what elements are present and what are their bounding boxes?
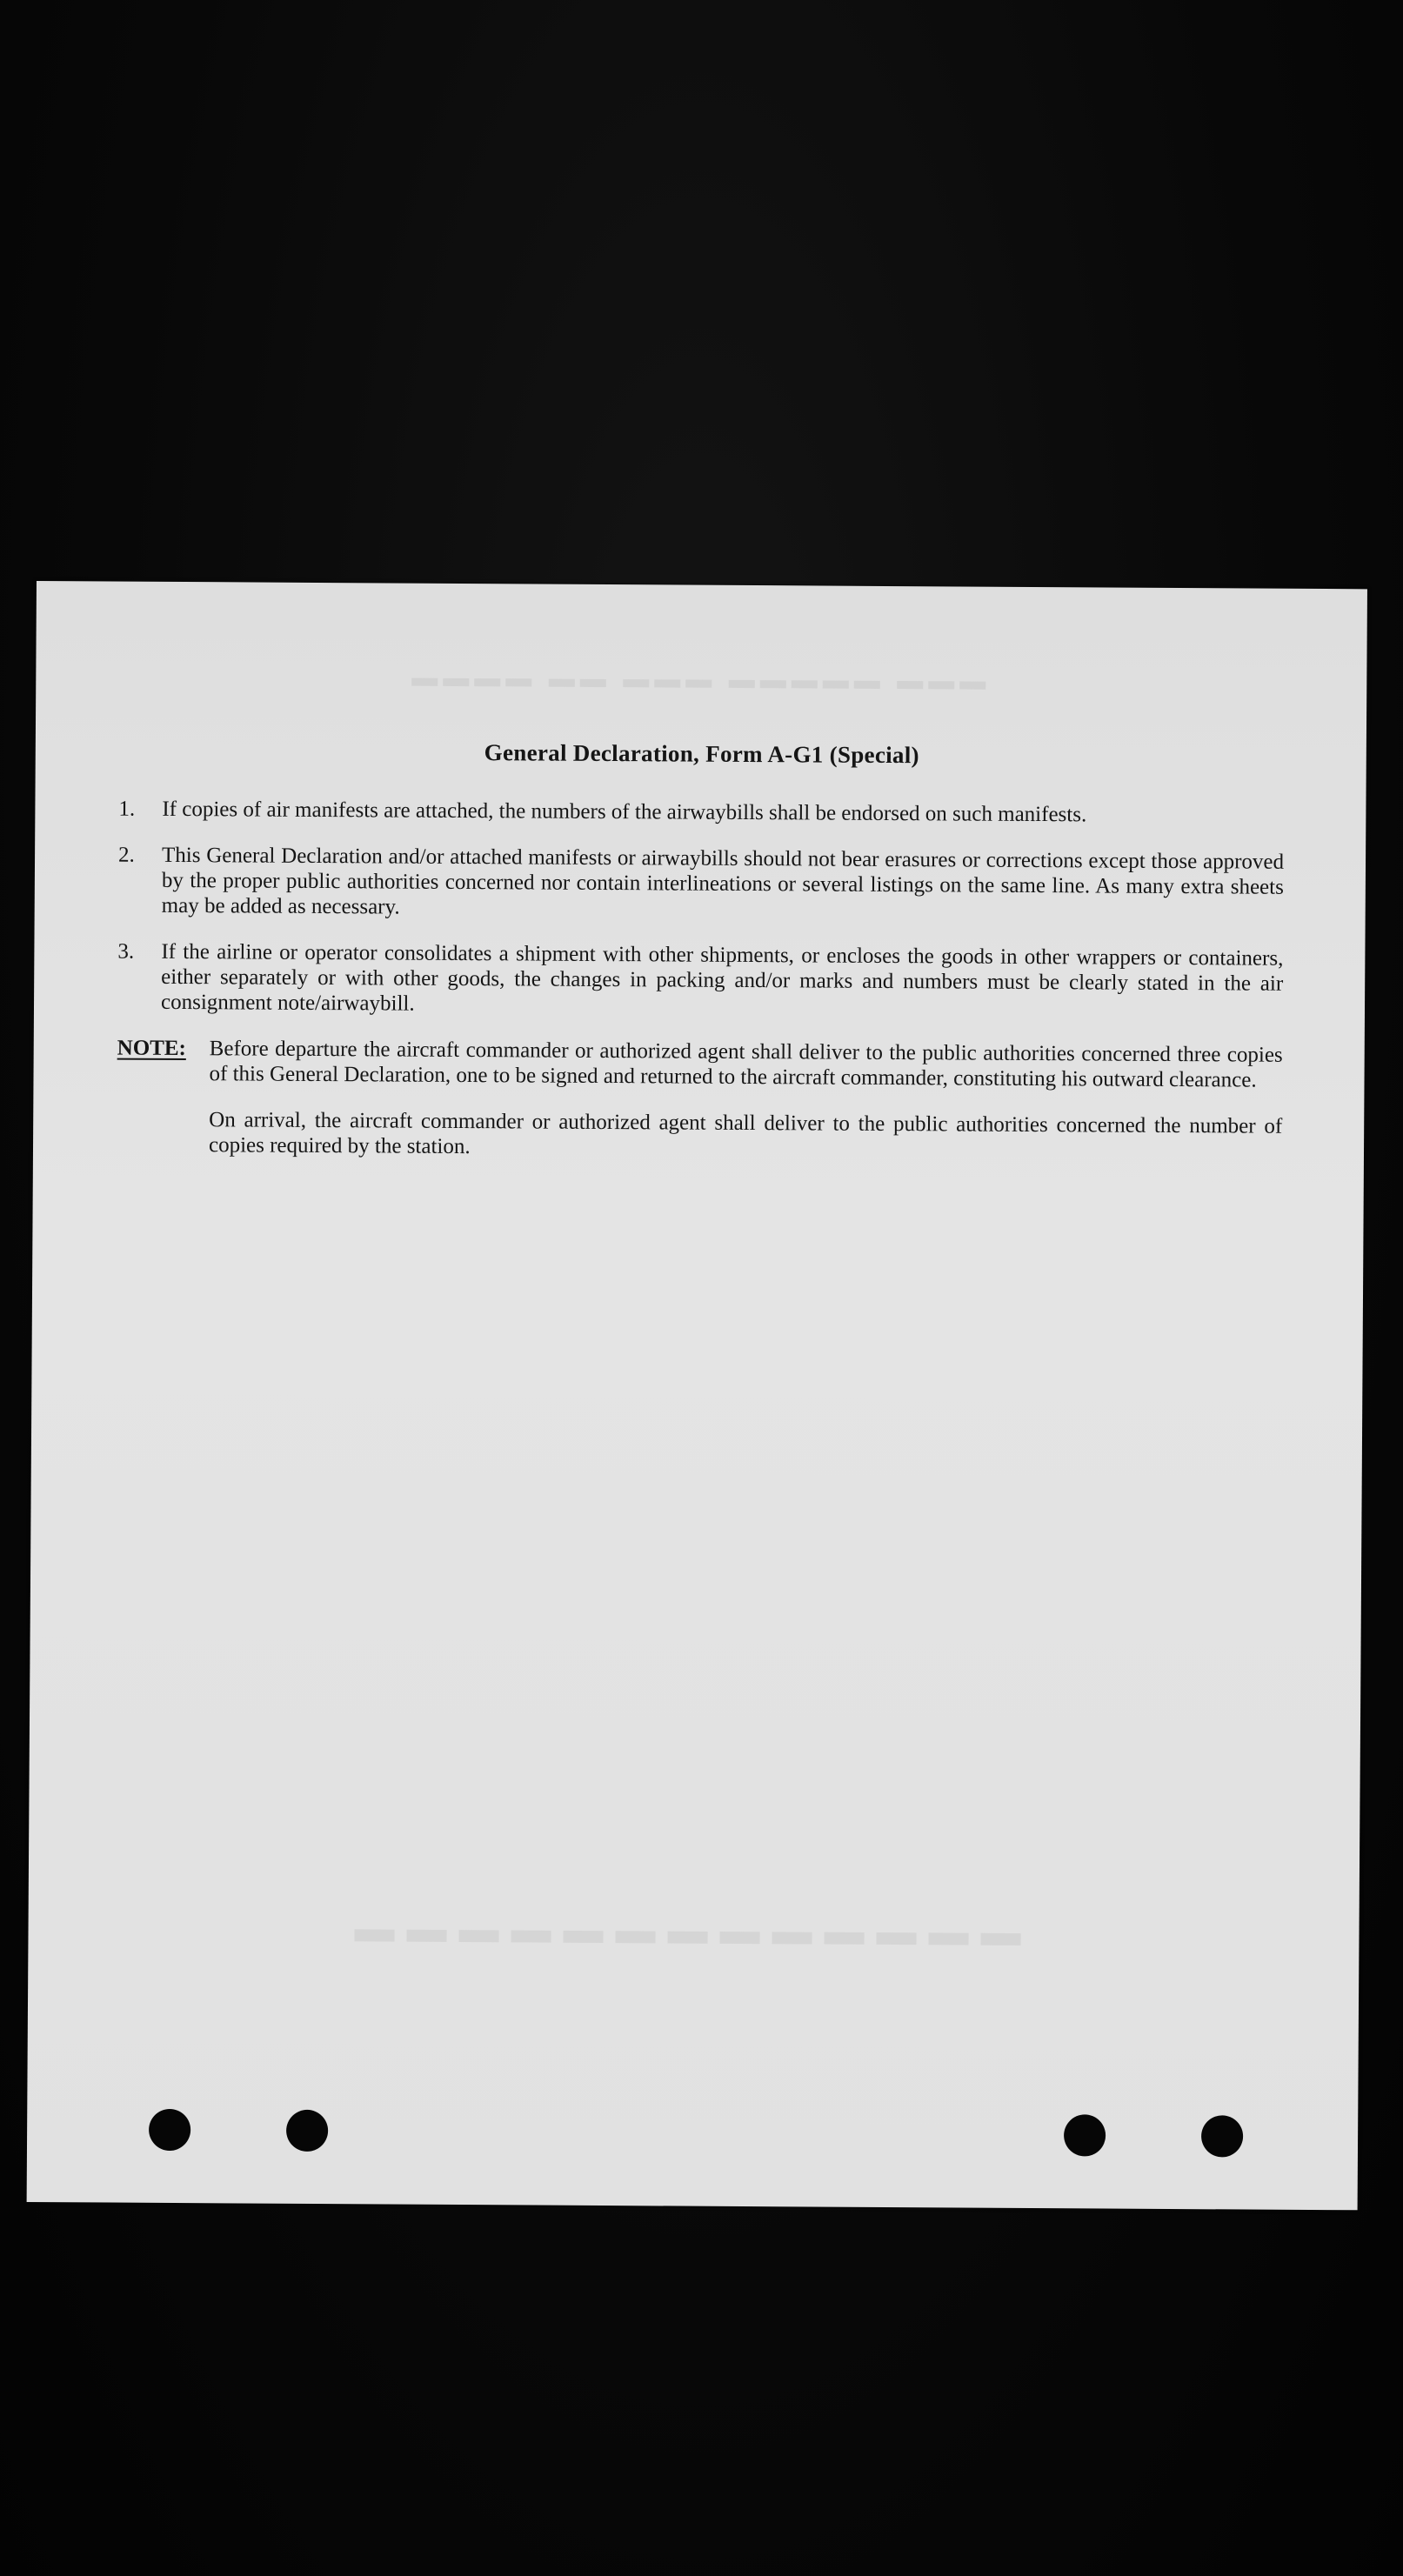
note-body — [209, 1036, 1283, 1185]
document-page — [27, 581, 1367, 2210]
punch-hole — [149, 2109, 190, 2151]
item-number: 2. — [117, 843, 135, 867]
item-number: 1. — [118, 797, 136, 821]
punch-hole — [1201, 2115, 1243, 2157]
item-text: If the airline or operator consolidates a shipment with other shipments, or encloses the goods in other wrappers or containers, either separately or with other goods, the changes in packing and/or marks and numbers must be clearly stated in the air consignment note/airwaybill. — [160, 939, 1284, 1016]
show-through-text: ▬▬▬▬▬▬▬▬▬▬▬▬▬ — [354, 1905, 1033, 1955]
note-section — [117, 1036, 1283, 1185]
list-item — [117, 939, 1284, 1022]
list-item — [118, 843, 1285, 925]
note-label: NOTE: — [117, 1036, 186, 1061]
declaration-content — [117, 738, 1285, 1185]
show-through-text: ▬▬▬▬ ▬▬ ▬▬▬ ▬▬▬▬▬ ▬▬▬ — [411, 663, 992, 696]
page-title: General Declaration, Form A-G1 (Special) — [484, 739, 919, 769]
item-text: If copies of air manifests are attached, the numbers of the airwaybills shall be endorsed on such manifests. — [162, 797, 1087, 827]
item-number: 3. — [117, 939, 135, 964]
list-item — [118, 797, 1284, 829]
note-paragraph: On arrival, the aircraft commander or authorized agent shall deliver to the public authorities concerned the number of copies required by the station. — [208, 1108, 1283, 1159]
note-paragraph: Before departure the aircraft commander or authorized agent shall deliver to the public authorities concerned three copies of this General Declaration, one to be signed and returned to the aircraft commander, constituting his outward clearance. — [209, 1037, 1283, 1092]
item-text: This General Declaration and/or attached manifests or airwaybills should not bear erasures or corrections except those approved by the proper public authorities concerned nor contain interlineations or several listings on the same line. As many extra sheets may be added as necessary. — [161, 843, 1285, 919]
punch-hole — [286, 2110, 328, 2152]
punch-hole — [1064, 2114, 1106, 2156]
